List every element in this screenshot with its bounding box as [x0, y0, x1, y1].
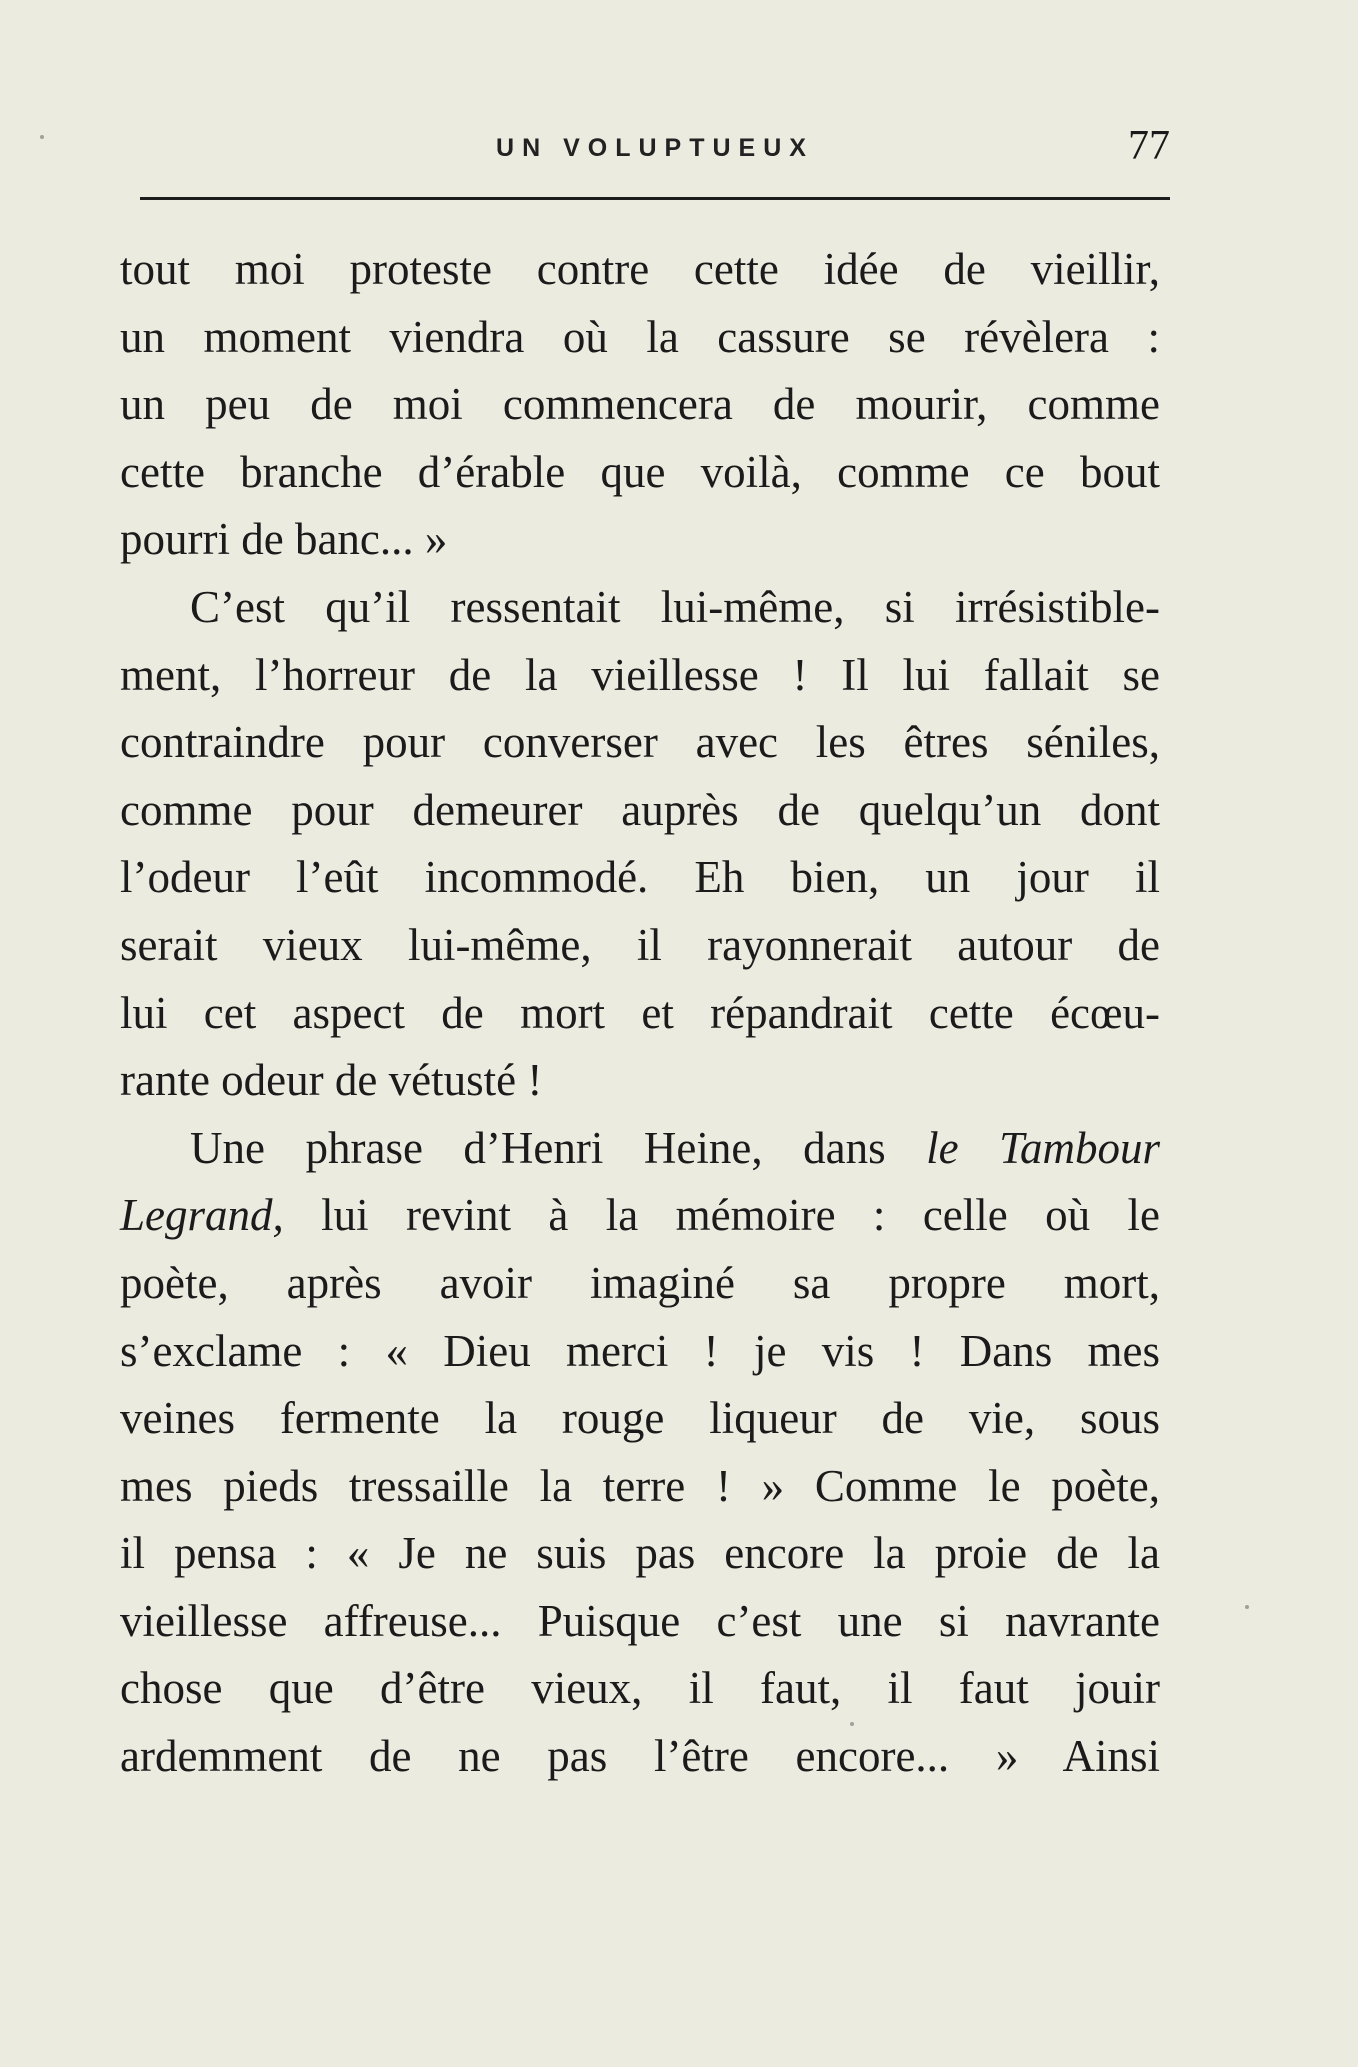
- text-segment: Une phrase d’Henri Heine, dans: [190, 1122, 927, 1173]
- text-line: rante odeur de vétusté !: [120, 1055, 543, 1106]
- text-line: poète, après avoir imaginé sa propre mort,: [120, 1257, 1160, 1308]
- header-rule: [140, 197, 1170, 200]
- paper-speck: [1245, 1605, 1249, 1609]
- text-line: cette branche d’érable que voilà, comme ce bout: [120, 446, 1160, 497]
- text-line: ardemment de ne pas l’être encore... » Ainsi: [120, 1731, 1160, 1782]
- text-line: veines fermente la rouge liqueur de vie, sous: [120, 1393, 1160, 1444]
- text-line: l’odeur l’eût incommodé. Eh bien, un jour il: [120, 852, 1160, 903]
- text-line: un moment viendra où la cassure se révèlera :: [120, 311, 1160, 362]
- text-line: s’exclame : « Dieu merci ! je vis ! Dans mes: [120, 1325, 1160, 1376]
- text-segment: lui revint à la mémoire : celle où le: [283, 1190, 1160, 1241]
- italic-title: le Tambour: [926, 1122, 1160, 1173]
- text-line: [120, 1182, 1160, 1250]
- text-line: comme pour demeurer auprès de quelqu’un dont: [120, 784, 1160, 835]
- text-line: [120, 1115, 1160, 1183]
- page-header: [140, 118, 1170, 198]
- text-line: mes pieds tressaille la terre ! » Comme le poète,: [120, 1460, 1160, 1511]
- text-line: lui cet aspect de mort et répandrait cette écœu-: [120, 987, 1160, 1038]
- text-line: il pensa : « Je ne suis pas encore la proie de la: [120, 1528, 1160, 1579]
- text-line: ment, l’horreur de la vieillesse ! Il lui fallait se: [120, 649, 1160, 700]
- running-title: UN VOLUPTUEUX: [496, 134, 814, 162]
- text-line: pourri de banc... »: [120, 514, 448, 565]
- text-line: contraindre pour converser avec les êtres séniles,: [120, 717, 1160, 768]
- body-text: [120, 236, 1160, 1791]
- page-number: 77: [1128, 123, 1170, 169]
- text-line: vieillesse affreuse... Puisque c’est une si navrante: [120, 1595, 1160, 1646]
- text-line: chose que d’être vieux, il faut, il faut jouir: [120, 1663, 1160, 1714]
- text-line: C’est qu’il ressentait lui-même, si irrésistible-: [190, 581, 1160, 632]
- text-line: serait vieux lui-même, il rayonnerait autour de: [120, 919, 1160, 970]
- text-line: un peu de moi commencera de mourir, comme: [120, 379, 1160, 430]
- text-line: tout moi proteste contre cette idée de vieillir,: [120, 244, 1160, 294]
- italic-title: Legrand,: [120, 1190, 284, 1241]
- paper-speck: [850, 1722, 854, 1726]
- paper-speck: [40, 135, 44, 139]
